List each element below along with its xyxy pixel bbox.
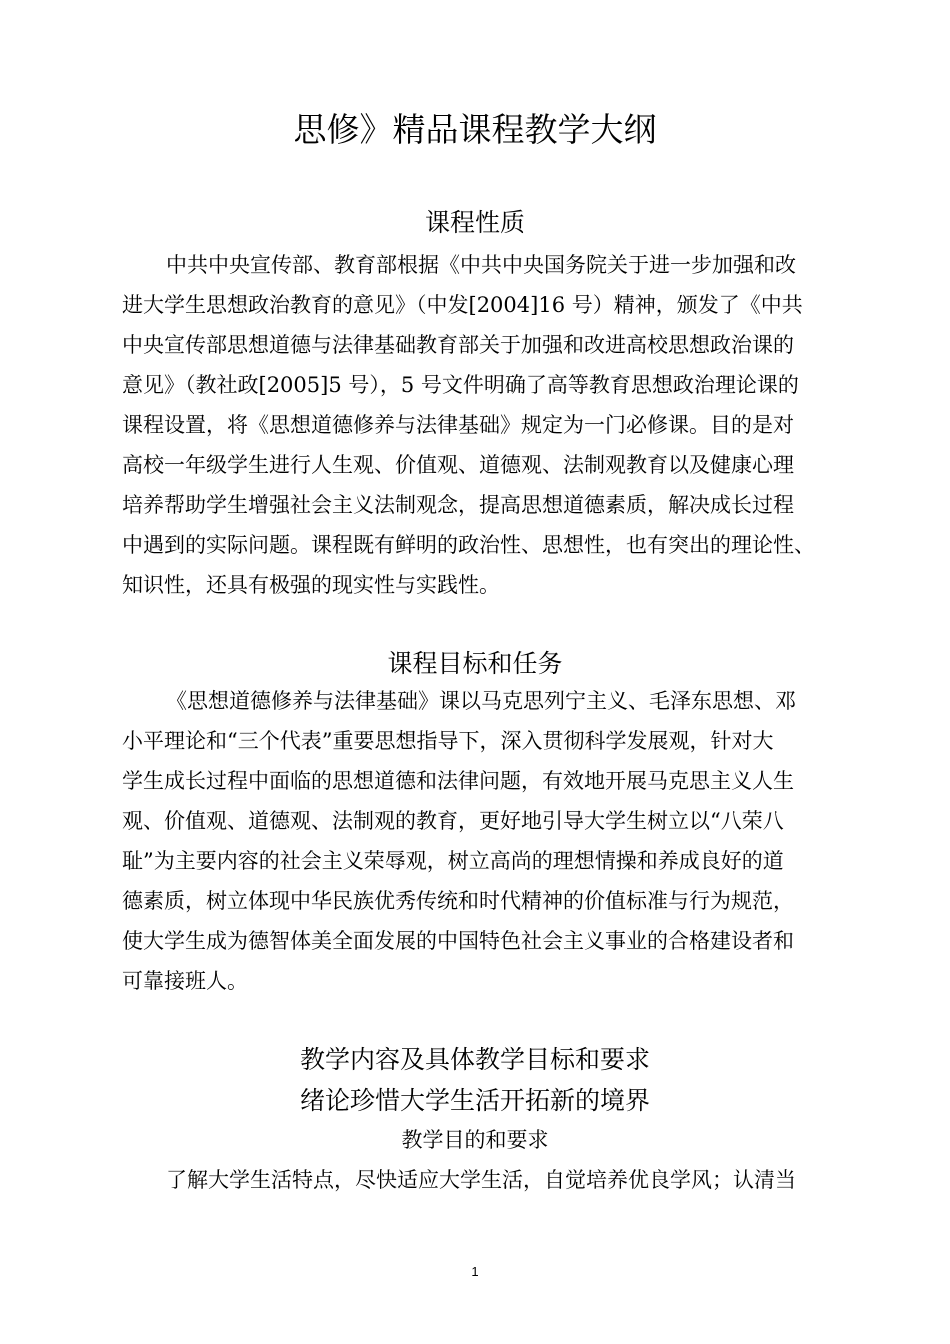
paragraph-line: 了解大学生活特点，尽快适应大学生活，自觉培养优良学风；认清当 <box>166 1168 796 1192</box>
paragraph-line: 培养帮助学生增强社会主义法制观念，提高思想道德素质，解决成长过程 <box>122 493 794 517</box>
section-heading-nature: 课程性质 <box>424 208 525 237</box>
paragraph-content <box>122 1160 862 1200</box>
paragraph-line: 学生成长过程中面临的思想道德和法律问题，有效地开展马克思主义人生 <box>122 769 794 793</box>
paragraph-line: 知识性，还具有极强的现实性与实践性。 <box>122 573 500 597</box>
paragraph-line: 使大学生成为德智体美全面发展的中国特色社会主义事业的合格建设者和 <box>122 929 794 953</box>
page-number: 1 <box>471 1264 479 1279</box>
paragraph-line: 意见》（教社政[2005]5 号），5 号文件明确了高等教育思想政治理论课的 <box>122 373 799 397</box>
paragraph-line: 中遇到的实际问题。课程既有鲜明的政治性、思想性，也有突出的理论性、 <box>122 533 815 557</box>
chapter-heading: 绪论珍惜大学生活开拓新的境界 <box>299 1086 650 1115</box>
section-heading-content: 教学内容及具体教学目标和要求 <box>299 1045 650 1074</box>
paragraph-line: 德素质，树立体现中华民族优秀传统和时代精神的价值标准与行为规范， <box>122 889 794 913</box>
paragraph-line: 高校一年级学生进行人生观、价值观、道德观、法制观教育以及健康心理 <box>122 453 794 477</box>
paragraph-line: 《思想道德修养与法律基础》课以马克思列宁主义、毛泽东思想、邓 <box>166 689 796 713</box>
paragraph-line: 观、价值观、道德观、法制观的教育，更好地引导大学生树立以“八荣八 <box>122 809 784 833</box>
paragraph-line: 课程设置，将《思想道德修养与法律基础》规定为一门必修课。目的是对 <box>122 413 794 437</box>
paragraph-line: 中共中央宣传部、教育部根据《中共中央国务院关于进一步加强和改 <box>166 253 796 277</box>
paragraph-line: 耻”为主要内容的社会主义荣辱观，树立高尚的理想情操和养成良好的道 <box>122 849 784 873</box>
document-title: 思修》精品课程教学大纲 <box>293 110 657 149</box>
paragraph-goals <box>122 681 862 1001</box>
paragraph-line: 小平理论和“三个代表”重要思想指导下，深入贯彻科学发展观，针对大 <box>122 729 774 753</box>
paragraph-nature <box>122 245 862 605</box>
paragraph-line: 可靠接班人。 <box>122 969 248 993</box>
section-heading-goals: 课程目标和任务 <box>387 649 563 678</box>
sub-heading: 教学目的和要求 <box>401 1128 549 1152</box>
paragraph-line: 中央宣传部思想道德与法律基础教育部关于加强和改进高校思想政治课的 <box>122 333 794 357</box>
paragraph-line: 进大学生思想政治教育的意见》（中发[2004]16 号）精神，颁发了《中共 <box>122 293 803 317</box>
